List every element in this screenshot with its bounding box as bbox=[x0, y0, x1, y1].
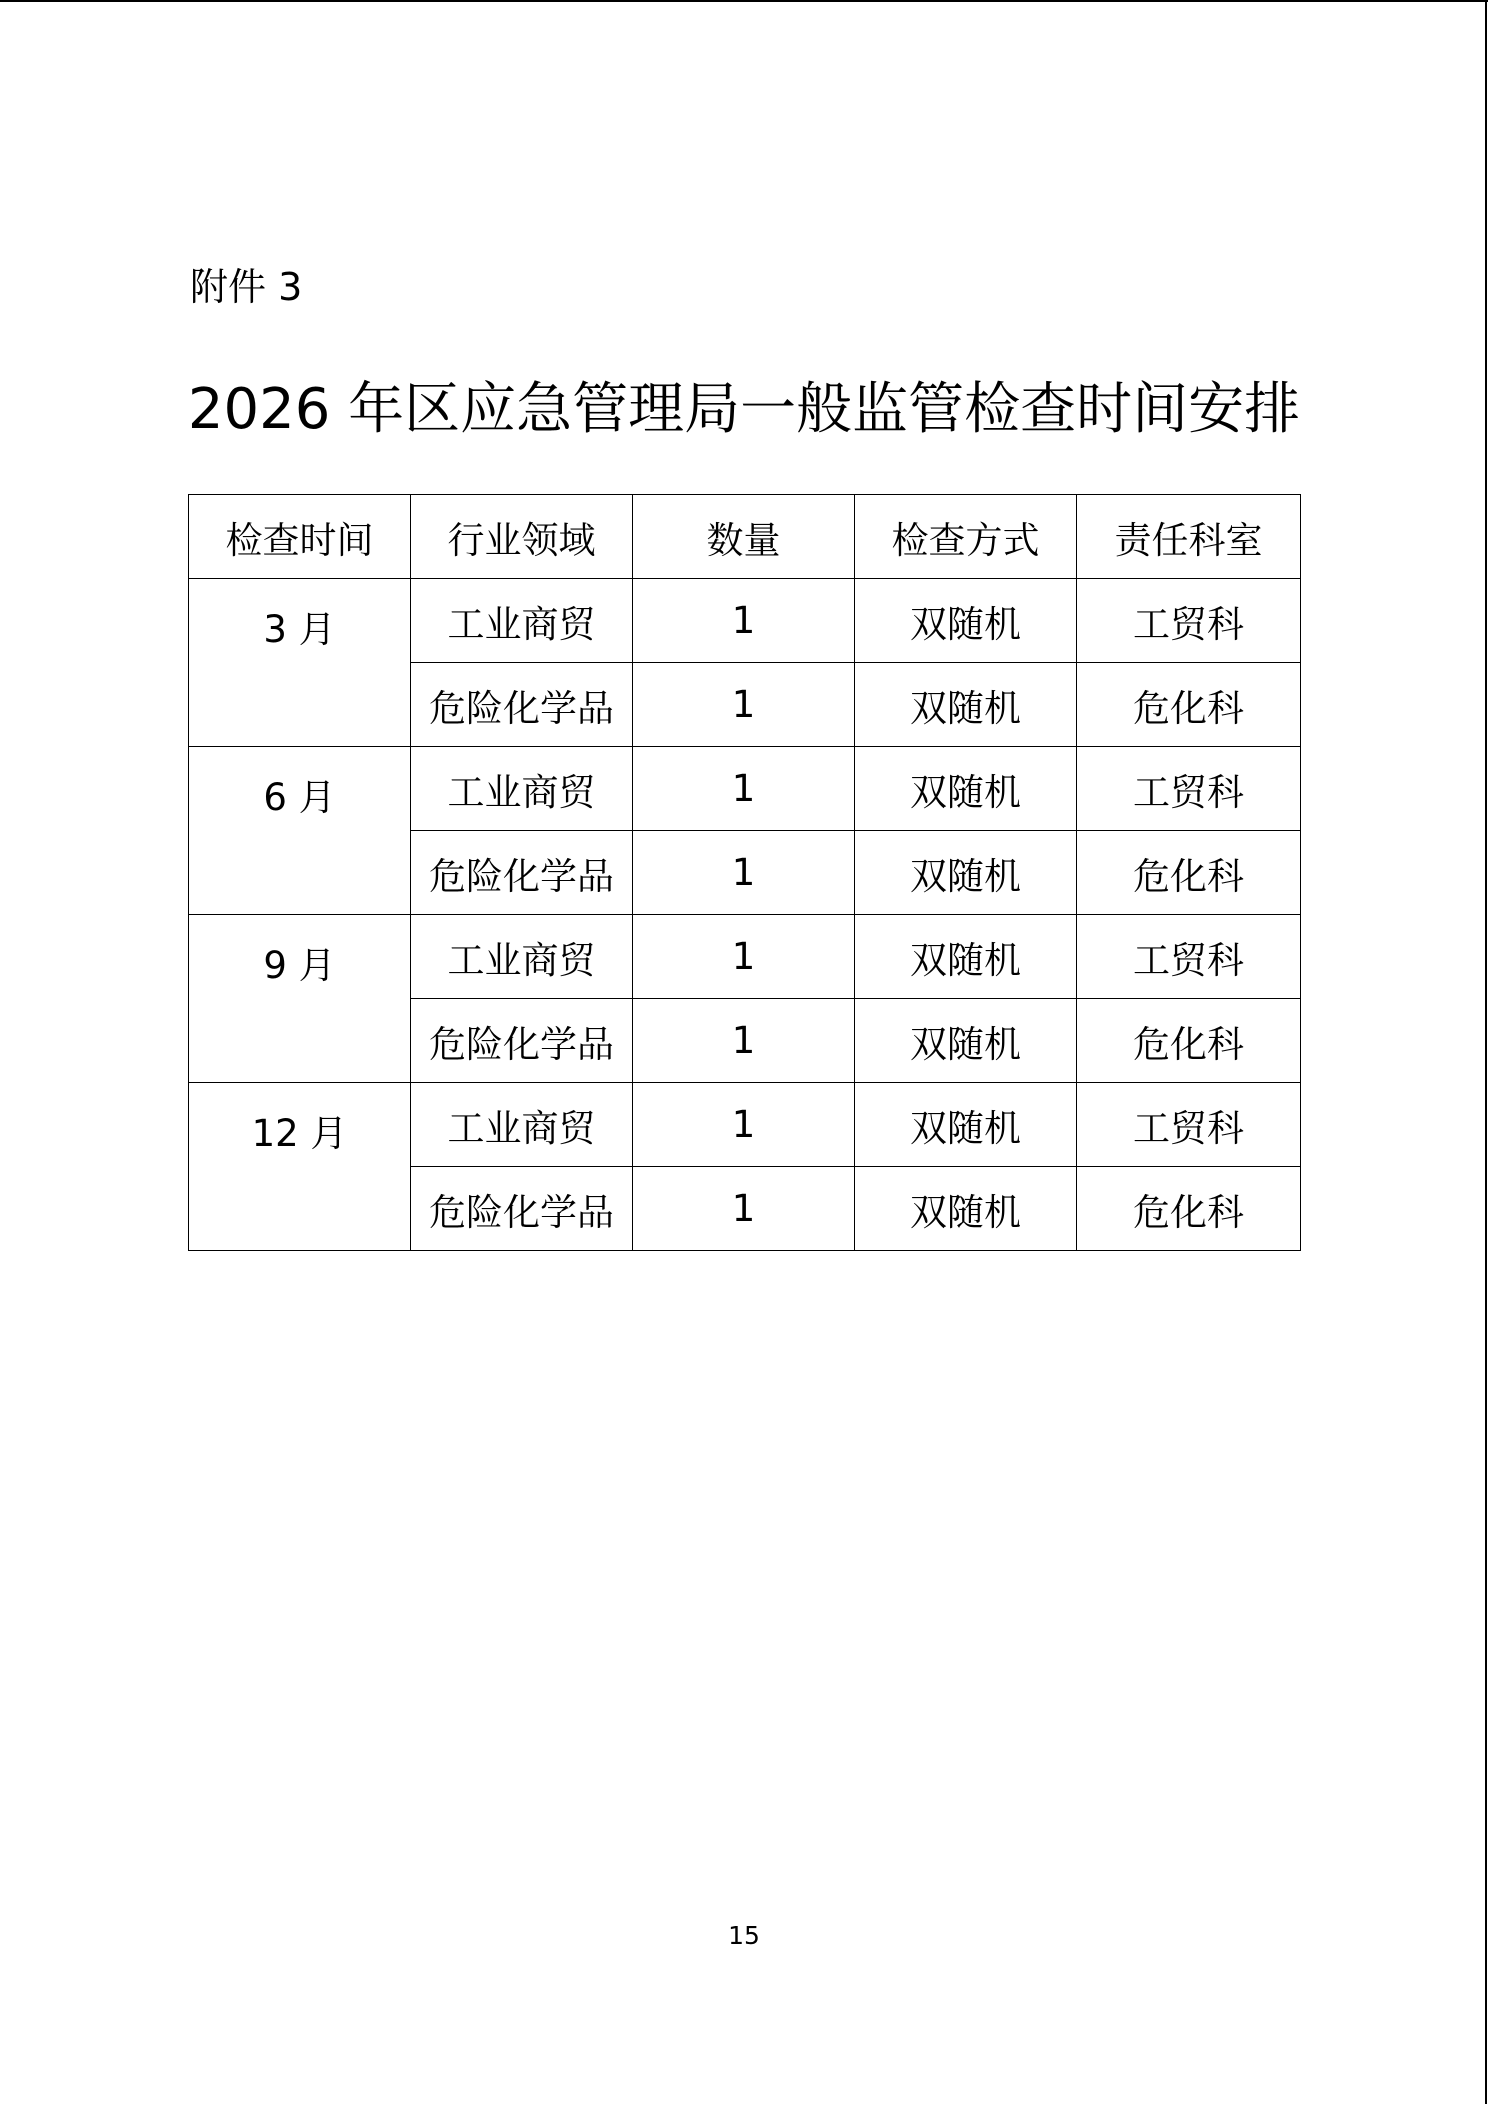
inspection-schedule-table bbox=[188, 494, 1301, 1251]
header-method: 检查方式 bbox=[855, 495, 1077, 579]
sector-cell: 工业商贸 bbox=[411, 579, 633, 663]
department-cell: 工贸科 bbox=[1077, 747, 1301, 831]
header-department: 责任科室 bbox=[1077, 495, 1301, 579]
header-inspection-time: 检查时间 bbox=[189, 495, 411, 579]
method-cell: 双随机 bbox=[855, 1083, 1077, 1167]
department-cell: 工贸科 bbox=[1077, 1083, 1301, 1167]
page-right-border bbox=[1485, 0, 1487, 2104]
table-row bbox=[189, 915, 1301, 999]
table-body bbox=[189, 579, 1301, 1251]
sector-cell: 危险化学品 bbox=[411, 1167, 633, 1251]
department-cell: 工贸科 bbox=[1077, 579, 1301, 663]
count-cell: 1 bbox=[633, 1167, 855, 1251]
method-cell: 双随机 bbox=[855, 579, 1077, 663]
header-row bbox=[189, 495, 1301, 579]
method-cell: 双随机 bbox=[855, 915, 1077, 999]
sector-cell: 危险化学品 bbox=[411, 831, 633, 915]
month-cell: 3 月 bbox=[189, 579, 411, 747]
table-row bbox=[189, 1083, 1301, 1167]
sector-cell: 危险化学品 bbox=[411, 663, 633, 747]
header-sector: 行业领域 bbox=[411, 495, 633, 579]
department-cell: 危化科 bbox=[1077, 663, 1301, 747]
count-cell: 1 bbox=[633, 831, 855, 915]
method-cell: 双随机 bbox=[855, 999, 1077, 1083]
sector-cell: 危险化学品 bbox=[411, 999, 633, 1083]
sector-cell: 工业商贸 bbox=[411, 1083, 633, 1167]
count-cell: 1 bbox=[633, 579, 855, 663]
count-cell: 1 bbox=[633, 663, 855, 747]
count-cell: 1 bbox=[633, 747, 855, 831]
method-cell: 双随机 bbox=[855, 831, 1077, 915]
method-cell: 双随机 bbox=[855, 1167, 1077, 1251]
department-cell: 危化科 bbox=[1077, 1167, 1301, 1251]
table-header bbox=[189, 495, 1301, 579]
count-cell: 1 bbox=[633, 1083, 855, 1167]
count-cell: 1 bbox=[633, 999, 855, 1083]
department-cell: 危化科 bbox=[1077, 999, 1301, 1083]
count-cell: 1 bbox=[633, 915, 855, 999]
month-cell: 12 月 bbox=[189, 1083, 411, 1251]
method-cell: 双随机 bbox=[855, 663, 1077, 747]
method-cell: 双随机 bbox=[855, 747, 1077, 831]
month-cell: 6 月 bbox=[189, 747, 411, 915]
month-cell: 9 月 bbox=[189, 915, 411, 1083]
sector-cell: 工业商贸 bbox=[411, 915, 633, 999]
department-cell: 危化科 bbox=[1077, 831, 1301, 915]
department-cell: 工贸科 bbox=[1077, 915, 1301, 999]
page-top-border bbox=[0, 0, 1488, 2]
attachment-label: 附件 3 bbox=[190, 265, 303, 309]
document-title: 2026 年区应急管理局一般监管检查时间安排 bbox=[187, 377, 1301, 442]
page-number: 15 bbox=[728, 1921, 760, 1950]
header-count: 数量 bbox=[633, 495, 855, 579]
sector-cell: 工业商贸 bbox=[411, 747, 633, 831]
table-row bbox=[189, 579, 1301, 663]
table-row bbox=[189, 747, 1301, 831]
